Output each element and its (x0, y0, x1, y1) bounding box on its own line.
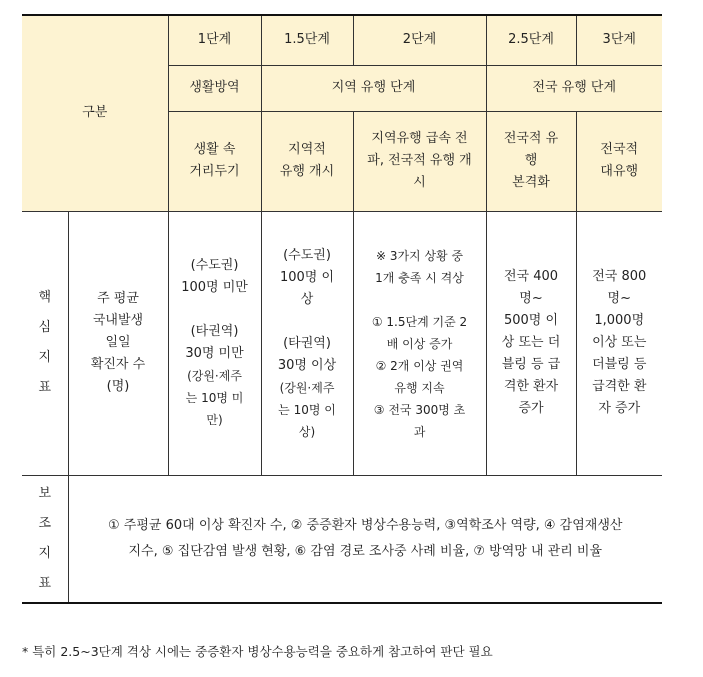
header-desc-stage-1-5: 지역적 유행 개시 (261, 111, 353, 211)
core-stage-2-criteria: ※ 3가지 상황 중 1개 충족 시 격상 ① 1.5단계 기준 2 배 이상 증가 ② 2개 이상 권역 유행 지속 ③ 전국 300명 초 과 (353, 211, 486, 475)
header-stage-1-5: 1.5단계 (261, 15, 353, 65)
footnote: * 특히 2.5~3단계 격상 시에는 중증환자 병상수용능력을 중요하게 참고하여 판단 필요 (22, 644, 493, 659)
aux-indicator-text: ① 주평균 60대 이상 확진자 수, ② 중증환자 병상수용능력, ③역학조사 역량, ④ 감염재생산 지수, ⑤ 집단감염 발생 현황, ⑥ 감염 경로 조사중 사례 비율, ⑦ 방역망 내 관리 비율 (68, 475, 662, 603)
header-stage-2: 2단계 (353, 15, 486, 65)
header-gubun: 구분 (22, 15, 168, 211)
core-stage-1-5-criteria: (수도권) 100명 이 상 (타권역) 30명 이상 (강원·제주 는 10명 이 상) (261, 211, 353, 475)
core-stage-2-5-criteria: 전국 400 명~ 500명 이 상 또는 더 블링 등 급 격한 환자 증가 (486, 211, 576, 475)
header-stage-1: 1단계 (168, 15, 261, 65)
header-desc-stage-2: 지역유행 급속 전 파, 전국적 유행 개 시 (353, 111, 486, 211)
stage-criteria-table (22, 14, 662, 604)
core-stage-1-criteria: (수도권) 100명 미만 (타권역) 30명 미만 (강원·제주 는 10명 미 만) (168, 211, 261, 475)
header-desc-stage-1: 생활 속 거리두기 (168, 111, 261, 211)
header-stage-2-5: 2.5단계 (486, 15, 576, 65)
header-stage-3: 3단계 (576, 15, 662, 65)
header-group-regional: 지역 유행 단계 (261, 65, 486, 111)
core-indicator-name: 주 평균 국내발생 일일 확진자 수 (명) (68, 211, 168, 475)
header-desc-stage-3: 전국적 대유행 (576, 111, 662, 211)
aux-indicator-label: 보 조 지 표 (22, 475, 68, 603)
header-desc-stage-2-5: 전국적 유 행 본격화 (486, 111, 576, 211)
header-group-life: 생활방역 (168, 65, 261, 111)
core-indicator-label: 핵 심 지 표 (22, 211, 68, 475)
header-group-national: 전국 유행 단계 (486, 65, 662, 111)
core-stage-3-criteria: 전국 800 명~ 1,000명 이상 또는 더블링 등 급격한 환 자 증가 (576, 211, 662, 475)
